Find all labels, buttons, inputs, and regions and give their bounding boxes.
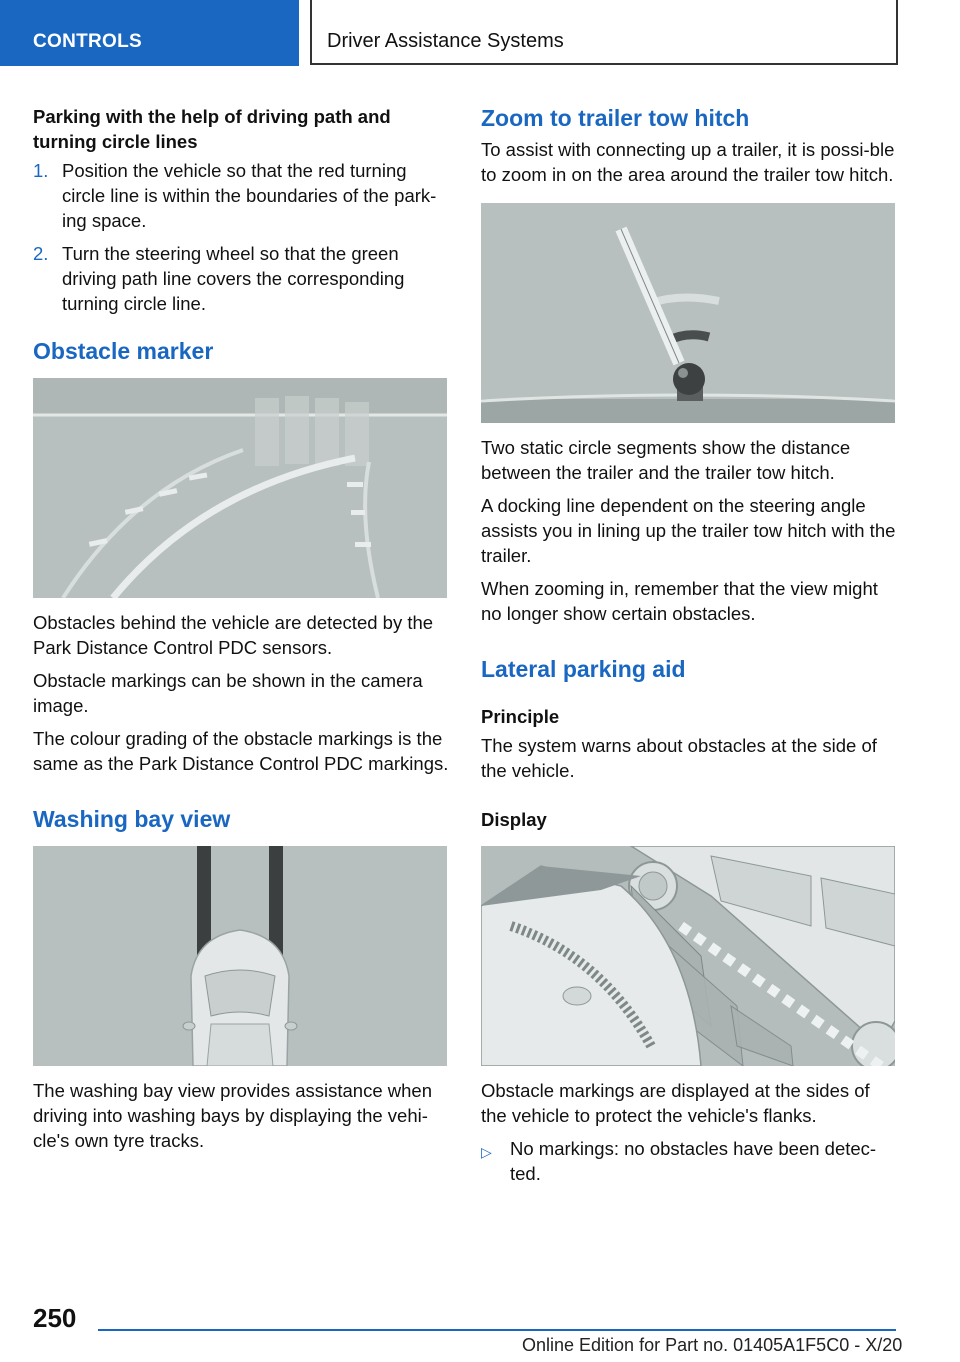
zoom-heading: Zoom to trailer tow hitch (481, 105, 750, 131)
washing-heading: Washing bay view (33, 806, 231, 832)
paragraph: Obstacle markings are displayed at the sides of the vehicle to protect the vehicle's flanks. (481, 1080, 870, 1126)
paragraph: Two static circle segments show the distance between the trailer and the trailer tow hitch. (481, 437, 851, 483)
list-item (481, 1136, 897, 1186)
obstacle-marker-figure (33, 378, 447, 598)
paragraph: The colour grading of the obstacle markings is the same as the Park Distance Control PDC markings. (33, 728, 449, 774)
step-number: 1. (33, 160, 49, 181)
principle-subheading: Principle (481, 706, 560, 727)
chapter-title: Driver Assistance Systems (327, 30, 564, 52)
parking-subheading: Parking with the help of driving path and turning circle lines (33, 106, 391, 152)
step-text: Position the vehicle so that the red turning circle line is within the boundaries of the park‐ing space. (62, 160, 437, 231)
triangle-bullet-icon: ▷ (481, 1144, 492, 1160)
left-column (33, 100, 449, 1161)
paragraph: Obstacle markings can be shown in the camera image. (33, 670, 423, 716)
step-text: Turn the steering wheel so that the green driving path line covers the corresponding turning circle line. (62, 243, 405, 314)
footer-rule (98, 1329, 896, 1331)
paragraph: A docking line dependent on the steering angle assists you in lining up the trailer tow hitch with the trailer. (481, 495, 896, 566)
list-item (33, 158, 449, 233)
trailer-hitch-figure (481, 203, 895, 423)
parking-steps (33, 158, 449, 316)
markings-list (481, 1136, 897, 1186)
list-item (33, 241, 449, 316)
paragraph: When zooming in, remember that the view might no longer show certain obstacles. (481, 578, 878, 624)
paragraph: The washing bay view provides assistance when driving into washing bays by displaying the vehi‐cle's own tyre tracks. (33, 1080, 432, 1151)
chapter-tab (310, 0, 898, 65)
obstacle-marker-illustration (33, 378, 447, 598)
section-tab (0, 0, 299, 66)
obstacle-heading: Obstacle marker (33, 338, 214, 364)
washing-bay-illustration (33, 846, 447, 1066)
page-header (0, 0, 960, 68)
lateral-heading: Lateral parking aid (481, 656, 686, 682)
display-subheading: Display (481, 809, 547, 830)
section-label: CONTROLS (33, 31, 143, 52)
bullet-text: No markings: no obstacles have been detec‐ted. (510, 1138, 877, 1184)
right-column (481, 100, 897, 1194)
step-number: 2. (33, 243, 49, 264)
lateral-parking-illustration (481, 846, 895, 1066)
paragraph: Obstacles behind the vehicle are detected by the Park Distance Control PDC sensors. (33, 612, 434, 658)
page-number: 250 (33, 1303, 77, 1333)
lateral-parking-figure (481, 846, 895, 1066)
washing-bay-figure (33, 846, 447, 1066)
paragraph: The system warns about obstacles at the side of the vehicle. (481, 735, 877, 781)
edition-note: Online Edition for Part no. 01405A1F5C0 - X/20 (522, 1335, 903, 1355)
trailer-hitch-illustration (481, 203, 895, 423)
paragraph: To assist with connecting up a trailer, it is possi‐ble to zoom in on the area around the trailer tow hitch. (481, 139, 895, 185)
